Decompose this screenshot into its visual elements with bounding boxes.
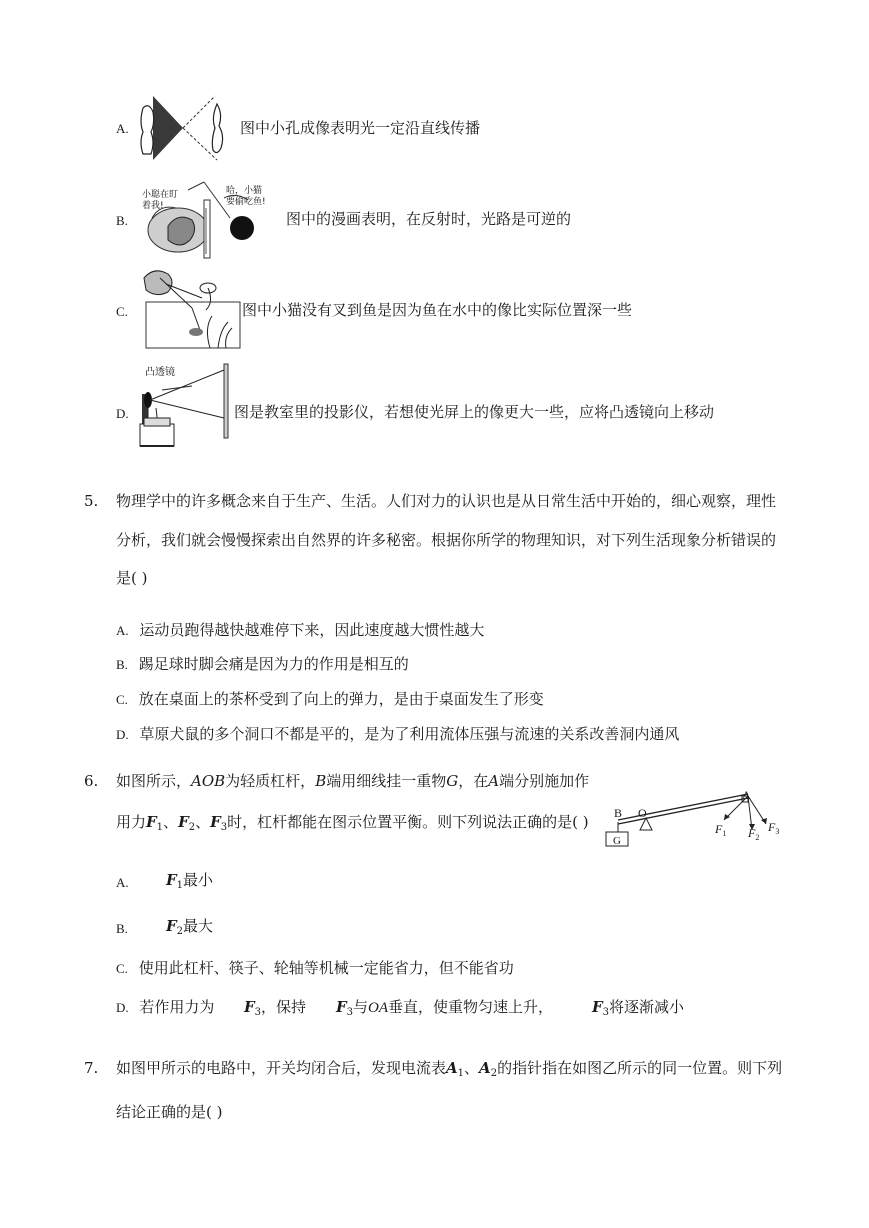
q6-option-a-text [166,870,213,896]
text: 端分别施加作 [499,772,590,790]
q6-option-a [116,872,129,893]
text: 用力 [116,813,147,831]
comic-right-bubble: 哈，小猫要偷吃鱼! [226,186,266,207]
q7-line2: 结论正确的是( ) [116,1103,223,1121]
pinhole-figure [137,94,237,162]
lever-label-g: G [613,835,621,847]
option-text: 使用此杠杆、筷子、轮轴等机械一定能省力，但不能省功 [138,959,514,977]
q6-option-d-f3-b [336,997,553,1023]
option-letter: C. [116,961,128,976]
q6-option-d-f3-a [244,997,306,1023]
q4-option-a-text: 图中小孔成像表明光一定沿直线传播 [240,119,481,137]
subscript: 2 [490,1068,498,1079]
text: 与 [353,998,369,1016]
text: 的指针指在如图乙所示的同一位置。则下列 [497,1059,783,1077]
text: 垂直，使重物匀速上升， [388,998,554,1016]
text: 、 [163,813,179,831]
aob-symbol: AOB [191,772,226,790]
q4-option-b [116,210,128,231]
f-symbol: F [715,822,723,836]
q5-line2: 分析，我们就会慢慢探索出自然界的许多秘密。根据你所学的物理知识，对下列生活现象分析错误的 [116,531,777,549]
text: 如图甲所示的电路中，开关均闭合后，发现电流表 [116,1059,447,1077]
q4-option-d [116,403,129,424]
option-letter: B. [116,213,128,228]
text: 端用细线挂一重物 [326,772,447,790]
text: ，在 [458,772,489,790]
q6-option-b-text [166,916,213,942]
text: 为轻质杠杆， [225,772,316,790]
option-letter: C. [116,304,128,319]
q7-line1 [116,1058,782,1084]
f-symbol: F [178,813,189,831]
lever-figure [600,790,790,852]
comic-left-bubble: 小聪在盯着我! [142,190,179,211]
q6-number: 6. [84,772,99,790]
f-symbol: F [748,826,756,840]
text: 时，杠杆都能在图示位置平衡。则下列说法正确的是( ) [227,813,589,831]
cat-fishing-figure [140,268,240,350]
f-symbol: F [592,998,603,1016]
subscript: 2 [176,926,184,937]
f-symbol: F [336,998,347,1016]
subscript: 1 [457,1068,465,1079]
f-symbol: F [146,813,157,831]
subscript: 2 [755,833,760,842]
q6-option-c [116,958,514,979]
text: 最大 [183,917,214,935]
text: 若作用力为 [139,998,215,1016]
text: 、 [195,813,211,831]
subscript: 1 [722,829,727,838]
subscript: 3 [602,1007,610,1018]
text: 如图所示， [116,772,192,790]
q5-number: 5. [84,492,99,510]
subscript: 3 [775,827,780,836]
f-symbol: F [244,998,255,1016]
lever-label-o: O [638,806,647,820]
lever-label-f3 [768,820,779,836]
subscript: 1 [176,880,184,891]
q5-line3: 是( ) [116,569,148,587]
subscript: 3 [220,822,228,833]
option-letter: D. [116,727,129,742]
q5-option-a [116,620,484,641]
oa-symbol: OA [368,1000,389,1016]
option-text: 运动员跑得越快越难停下来，因此速度越大惯性越大 [139,621,485,639]
lever-label-f2 [748,826,759,842]
subscript: 1 [156,822,164,833]
option-letter: A. [116,121,129,136]
projector-lens-label: 凸透镜 [145,367,175,378]
option-letter: D. [116,406,129,421]
q6-option-d [116,997,214,1018]
text: ，保持 [261,998,307,1016]
f-symbol: F [210,813,221,831]
a-symbol: A [479,1059,491,1077]
q5-option-d [116,724,679,745]
q7-number: 7. [84,1059,99,1077]
q6-option-d-f3-c [592,997,684,1023]
text: 、 [464,1059,480,1077]
g-symbol: G [446,772,459,790]
subscript: 3 [346,1007,354,1018]
f-symbol: F [166,871,177,889]
subscript: 3 [254,1007,262,1018]
lever-label-b: B [614,806,623,820]
option-text: 草原犬鼠的多个洞口不都是平的，是为了利用流体压强与流速的关系改善洞内通风 [139,725,680,743]
lever-label-a: A [742,788,751,802]
option-letter: A. [116,875,129,890]
q4-option-b-text: 图中的漫画表明，在反射时，光路是可逆的 [286,210,572,228]
q4-option-a [116,118,129,139]
a-symbol: A [446,1059,458,1077]
q6-option-b [116,918,128,939]
q5-option-c [116,689,544,710]
text: 最小 [183,871,214,889]
a-symbol: A [488,772,500,790]
f-symbol: F [166,917,177,935]
option-text: 放在桌面上的茶杯受到了向上的弹力，是由于桌面发生了形变 [138,690,544,708]
q4-option-c [116,301,128,322]
b-symbol: B [315,772,327,790]
q6-line1 [116,771,589,791]
option-letter: B. [116,657,128,672]
text: 将逐渐减小 [609,998,685,1016]
option-letter: B. [116,921,128,936]
option-letter: A. [116,623,129,638]
option-text: 踢足球时脚会痛是因为力的作用是相互的 [138,655,409,673]
q4-option-c-text: 图中小猫没有叉到鱼是因为鱼在水中的像比实际位置深一些 [242,301,633,319]
q6-line2 [116,812,589,838]
q5-option-b [116,654,409,675]
lever-label-f1 [715,822,726,838]
q5-line1: 物理学中的许多概念来自于生产、生活。人们对力的认识也是从日常生活中开始的，细心观察，理性 [116,492,777,510]
subscript: 2 [188,822,196,833]
option-letter: D. [116,1000,129,1015]
f-symbol: F [768,820,776,834]
q4-option-d-text: 图是教室里的投影仪，若想使光屏上的像更大一些，应将凸透镜向上移动 [234,403,715,421]
option-letter: C. [116,692,128,707]
